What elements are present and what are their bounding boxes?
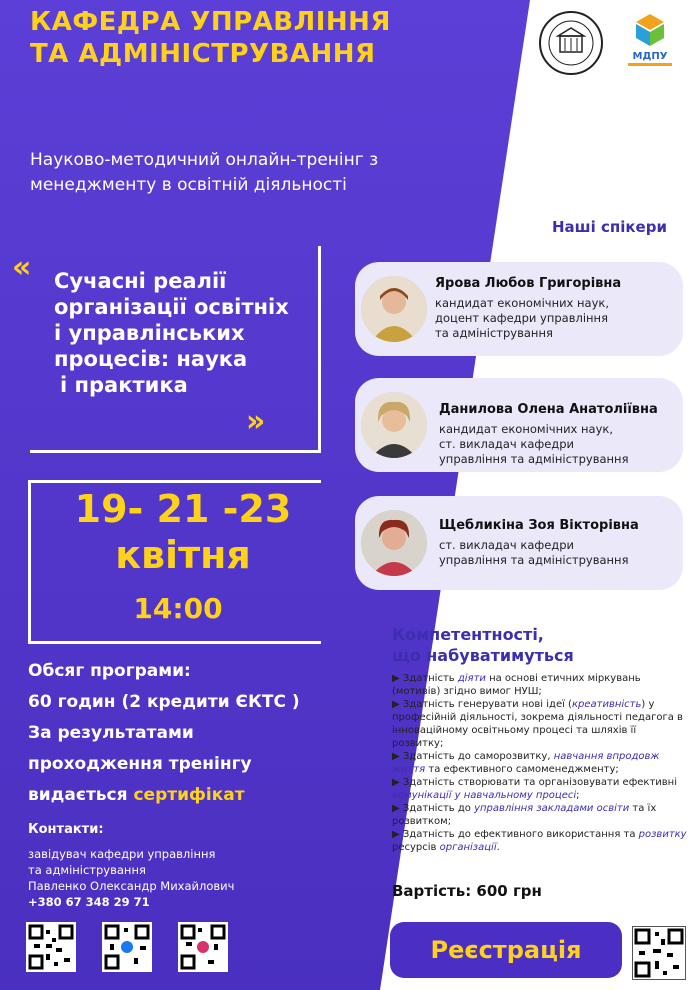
- speaker-desc-line: та адміністрування: [435, 326, 553, 340]
- register-button[interactable]: Реєстрація: [390, 922, 622, 978]
- speaker-name: Ярова Любов Григорівна: [435, 276, 622, 291]
- contacts-heading: Контакти:: [28, 822, 104, 837]
- competence-text: ▶ Здатність генерувати нові ідеї (: [392, 699, 572, 710]
- competence-text: ▶ Здатність до саморозвитку,: [392, 751, 554, 762]
- competence-item: [392, 672, 688, 698]
- competence-text: та їх розвитком;: [392, 803, 657, 827]
- topic-line: процесів: наука: [54, 347, 248, 371]
- event-dates: [28, 486, 338, 578]
- competence-text: ▶ Здатність: [392, 673, 458, 684]
- title-line-2: ТА АДМІНІСТРУВАННЯ: [30, 39, 376, 69]
- speaker-photo: [361, 392, 427, 458]
- speaker-card: [355, 496, 683, 590]
- speaker-desc-line: управління та адміністрування: [439, 553, 629, 567]
- qr-code-registration[interactable]: [632, 926, 686, 980]
- competence-highlight: розвитку: [638, 829, 687, 840]
- competence-item: [392, 776, 688, 802]
- competences-heading-line: що набуватимуться: [392, 646, 574, 665]
- speaker-photo: [361, 276, 427, 342]
- price-label: Вартість: 600 грн: [392, 882, 542, 900]
- competence-highlight: діяти: [457, 673, 486, 684]
- contact-line: завідувач кафедри управління: [28, 847, 216, 861]
- competence-item: [392, 828, 688, 854]
- topic-line: і управлінських: [54, 321, 245, 345]
- competence-highlight: організації: [439, 842, 497, 853]
- competence-highlight: комунікації у навчальному процесі: [392, 790, 577, 801]
- speakers-heading: Наші спікери: [552, 218, 667, 236]
- speaker-name: Щебликіна Зоя Вікторівна: [439, 518, 639, 533]
- contact-line: та адміністрування: [28, 863, 146, 877]
- training-subtitle: Науково-методичний онлайн-тренінг з менеджменту в освітній діяльності: [30, 150, 379, 195]
- result-line: За результатами: [28, 723, 194, 743]
- speaker-card: [355, 262, 683, 356]
- speaker-desc-line: управління та адміністрування: [439, 452, 629, 466]
- competence-highlight: навчання впродовж життя: [392, 751, 660, 775]
- competences-list: [392, 672, 688, 854]
- result-line: [28, 780, 358, 811]
- training-topic: [54, 268, 316, 398]
- program-info: [28, 656, 358, 811]
- result-text: видається: [28, 785, 128, 805]
- competence-item: [392, 750, 688, 776]
- speaker-name: Данилова Олена Анатоліївна: [439, 402, 658, 417]
- competence-text: та ефективного самоменеджменту;: [425, 764, 619, 775]
- svg-text:МДПУ: МДПУ: [632, 51, 668, 62]
- topic-line: і практика: [60, 373, 188, 397]
- event-days: 19- 21 -23: [74, 487, 292, 531]
- competence-highlight: управління закладами освіти: [474, 803, 630, 814]
- competences-heading: [392, 624, 574, 666]
- speaker-desc-line: кандидат економічних наук,: [435, 296, 609, 310]
- contact-phone: +380 67 348 29 71: [28, 895, 150, 909]
- speaker-desc-line: кандидат економічних наук,: [439, 422, 613, 436]
- title-line-1: КАФЕДРА УПРАВЛІННЯ: [30, 7, 391, 37]
- qr-code-facebook[interactable]: [102, 922, 152, 972]
- topic-line: організації освітніх: [54, 295, 289, 319]
- program-volume-value: 60 годин (2 кредити ЄКТС ): [28, 692, 300, 712]
- program-volume-label: Обсяг програми:: [28, 661, 191, 681]
- speaker-card: [355, 378, 683, 472]
- competence-text: ▶ Здатність створювати та організовувати ефективні: [392, 777, 677, 788]
- competence-text: ) у професійній діяльності, зокрема діяльності педагога в інноваційному освітньому процесі та шляхів її розвитку;: [392, 699, 683, 749]
- competence-text: ;: [576, 790, 580, 801]
- certificate-word: сертифікат: [133, 785, 245, 805]
- competence-text: .: [496, 842, 500, 853]
- page-title: [30, 6, 391, 70]
- competence-text: на основі етичних міркувань (мотивів) згідно вимог НУШ;: [392, 673, 641, 697]
- competence-text: ▶ Здатність до: [392, 803, 475, 814]
- quote-close-icon: »: [246, 404, 260, 439]
- competence-text: ресурсів: [392, 842, 440, 853]
- competence-item: [392, 802, 688, 828]
- speaker-photo: [361, 510, 427, 576]
- contacts-info: [28, 846, 328, 910]
- speaker-desc-line: доцент кафедри управління: [435, 311, 608, 325]
- qr-code-instagram[interactable]: [178, 922, 228, 972]
- speaker-description: [439, 538, 629, 568]
- competence-text: ▶ Здатність до ефективного використання та: [392, 829, 639, 840]
- quote-open-icon: «: [12, 250, 26, 285]
- competences-heading-line: Компетентності,: [392, 625, 544, 644]
- speaker-desc-line: ст. викладач кафедри: [439, 538, 575, 552]
- event-time: 14:00: [133, 592, 223, 625]
- event-month: квітня: [115, 533, 251, 577]
- qr-code-contact[interactable]: [26, 922, 76, 972]
- university-seal-logo: [538, 10, 604, 76]
- contact-person: Павленко Олександр Михайлович: [28, 879, 235, 893]
- mdpu-logo: [618, 12, 682, 72]
- speaker-desc-line: ст. викладач кафедри: [439, 437, 575, 451]
- result-line: проходження тренінгу: [28, 754, 252, 774]
- speaker-description: [439, 422, 629, 467]
- competence-highlight: креативність: [571, 699, 642, 710]
- competence-item: [392, 698, 688, 750]
- topic-line: Сучасні реалії: [54, 269, 227, 293]
- speaker-description: [435, 296, 609, 341]
